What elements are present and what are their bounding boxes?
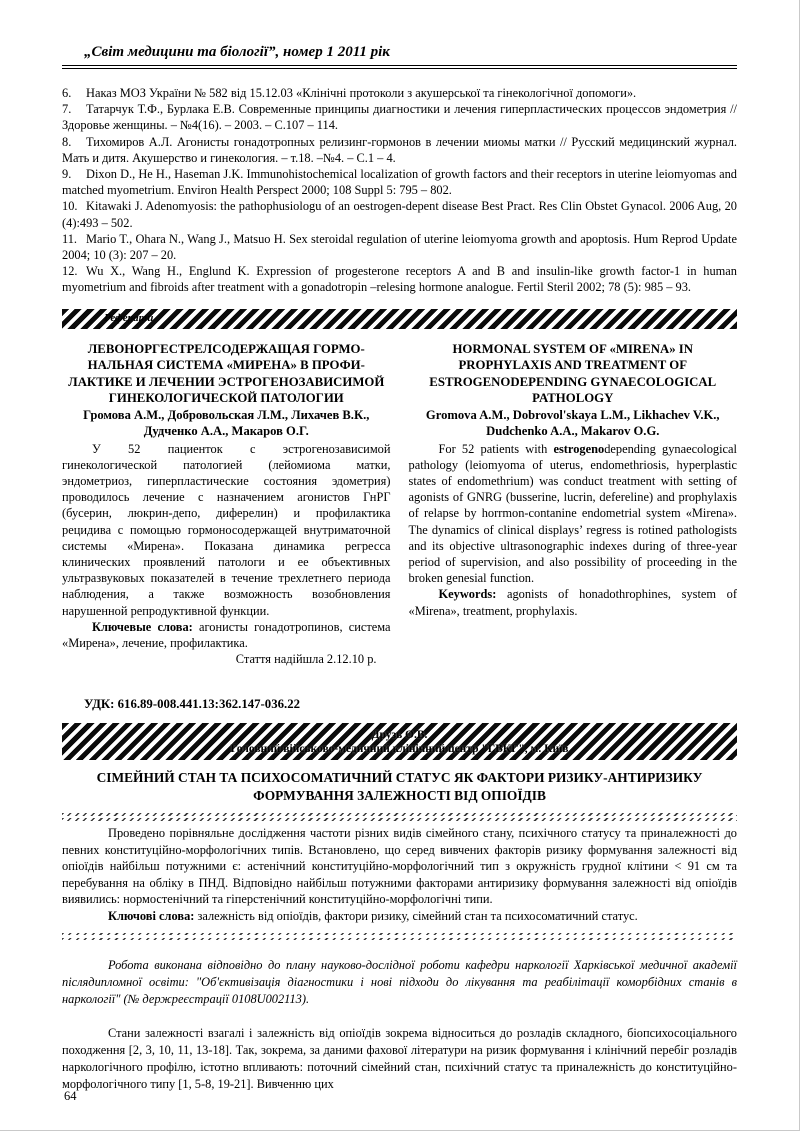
reference-text: Mario T., Ohara N., Wang J., Matsuo H. Sex steroidal regulation of uterine leiomyoma growth and apoptosis. Hum Reprod Update 2004; 10 (3): 207 – 20. bbox=[62, 231, 737, 263]
abstract-en-body-part: For 52 patients with bbox=[438, 441, 554, 456]
reference-number: 11. bbox=[62, 231, 78, 246]
page-number: 64 bbox=[64, 1089, 77, 1103]
abstracts-section bbox=[62, 341, 737, 668]
dotted-row bbox=[62, 813, 737, 816]
article-keywords-text: залежність від опіоїдів, фактори ризику, сімейний стан та психосоматичний статус. bbox=[194, 908, 638, 923]
reference-text: Kitawaki J. Adenomyosis: the pathophusiologu of an oestrogen-depent disease Best Pract. Res Clin Obstet Gynacol. 2006 Aug, 20 (4):493 – 502. bbox=[62, 199, 737, 230]
abstract-en-authors: Gromova A.M., Dobrovol'skaya L.M., Likhachev V.K., Dudchenko A.A., Makarov O.G. bbox=[425, 407, 720, 439]
journal-header: „Світ медицини та біології”, номер 1 2011 рік bbox=[62, 44, 737, 69]
abstract-ru-keywords-text: агонисты гонадотропинов, система «Мирена», лечение, профилактика. bbox=[62, 619, 391, 651]
reference-item bbox=[62, 101, 737, 133]
reference-text: Dixon D., He H., Haseman J.K. Immunohistochemical localization of growth factors and their receptors in uterine leiomyomas and matched myometrium. Environ Health Perspect 2000; 108 Suppl 5: 795 – 802. bbox=[62, 167, 737, 198]
reference-number: 9. bbox=[62, 167, 72, 182]
abstract-russian-column bbox=[62, 341, 391, 668]
abstract-ru-title: ЛЕВОНОРГЕСТРЕЛСОДЕРЖАЩАЯ ГОРМОНАЛЬНАЯ СИСТЕМА «МИРЕНА» В ПРОФИЛАКТИКЕ И ЛЕЧЕНИИ ЭСТРОГЕНОЗАВИСИМОЙ ГИНЕКОЛОГИЧЕСКОЙ ПАТОЛОГИИ bbox=[68, 341, 385, 406]
reference-item bbox=[62, 134, 737, 166]
article-abstract bbox=[62, 825, 737, 925]
abstract-english-column bbox=[409, 341, 738, 668]
article-keywords bbox=[62, 908, 737, 925]
reference-item bbox=[62, 198, 737, 230]
abstract-en-keywords bbox=[409, 586, 738, 618]
article-received-date: Стаття надійшла 2.12.10 р. bbox=[235, 652, 377, 667]
reference-number: 12. bbox=[62, 264, 78, 279]
article-author: Друзь О.В. bbox=[371, 728, 428, 741]
article-abstract-text: Проведено порівняльне дослідження частоти різних видів сімейного стану, психічного статусу та приналежності до певних конституційно-морфологічних типів. Встановлено, що серед вивчених факторів ризику формування залежності від опіоїдів найбільш потужними є: астенічний конституційно-морфологічний тип з окружність грудної клітини < 91 см та перебування на обліку в ПНД. Відповідно найбільш потужними факторами антиризику формування залежності від опіоїдів виявились: нормостенічний та гіперстенічний конституційно-морфологічні типи. bbox=[62, 825, 737, 907]
referaty-band-label: Реферати bbox=[104, 311, 154, 324]
dotted-row bbox=[62, 938, 737, 941]
abstract-en-body bbox=[409, 441, 738, 587]
abstract-ru-keywords-label: Ключевые слова: bbox=[92, 619, 193, 634]
referaty-divider-band bbox=[62, 309, 737, 329]
reference-text: Татарчук Т.Ф., Бурлака Е.В. Современные принципы диагностики и лечения гиперпластических процессов эндометрия // Здоровье женщины. – №4(16). – 2003. – С.107 – 114. bbox=[62, 102, 737, 133]
reference-item bbox=[62, 231, 737, 263]
abstract-en-body-bold: estrogeno bbox=[553, 441, 605, 456]
reference-number: 10. bbox=[62, 199, 78, 214]
abstract-ru-body: У 52 пациенток с эстрогенозависимой гинекологической патологией (лейомиома матки, эндометриоз, гиперпластические состояния эдометрия) проводилось лечение с назначением агонистов ГнРГ (бусерин, люкрин-депо, диферелин) и профилактика рецидива с помощью гормоносодержащей внутриматочной системы «Мирена». Показана динамика регресса клинических проявлений патологи и ее объективных ультразвуковых показателей в течение трехлетнего периода наблюдения, а также возможность возобновления нарушенной репродуктивной функции. bbox=[62, 441, 391, 618]
references-list bbox=[62, 85, 737, 296]
dotted-separator-top bbox=[62, 813, 737, 821]
reference-text: Тихомиров А.Л. Агонисты гонадотропных релизинг-гормонов в лечении миомы матки // Русский медицинский журнал. Мать и дитя. Акушерство и гинекология. – т.18. –№4. – С.1 – 4. bbox=[62, 134, 737, 165]
reference-item bbox=[62, 263, 737, 295]
reference-text: Наказ МОЗ України № 582 від 15.12.03 «Клінічні протоколи з акушерської та гінекологічної допомоги». bbox=[86, 86, 637, 100]
abstract-en-keywords-text: agonists of honadothrophines, system of «Mirena», treatment, prophylaxis. bbox=[408, 587, 737, 618]
abstract-en-title: HORMONAL SYSTEM OF «MIRENA» IN PROPHYLAXIS AND TREATMENT OF ESTROGENODEPENDING GYNAECOLOGICAL PATHOLOGY bbox=[429, 341, 717, 406]
article-title: СІМЕЙНИЙ СТАН ТА ПСИХОСОМАТИЧНИЙ СТАТУС ЯК ФАКТОРИ РИЗИКУ-АНТИРИЗИКУ ФОРМУВАННЯ ЗАЛЕЖНОСТІ ВІД ОПІОЇДІВ bbox=[96, 770, 703, 804]
abstract-ru-keywords bbox=[62, 619, 391, 651]
work-plan-note: Робота виконана відповідно до плану науково-дослідної роботи кафедри наркології Харківської медичної академії післядипломної освіти: "Об'єктивізація діагностики і нові підходи до лікування та реабілітації коморбідних станів в наркології" (№ держреєстрації 0108U002113). bbox=[62, 958, 737, 1007]
reference-number: 6. bbox=[62, 86, 72, 100]
reference-text: Wu X., Wang H., Englund K. Expression of progesterone receptors A and B and insulin-like growth factor-1 in human myometrium and fibroids after treatment with a gonadotropin –relesing hormone analogue. Fertil Steril 2002; 78 (5): 985 – 93. bbox=[62, 264, 737, 295]
reference-number: 7. bbox=[62, 102, 72, 117]
abstract-en-keywords-label: Keywords: bbox=[438, 587, 497, 602]
abstract-en-body-part: depending gynaecological pathology (leiomyoma of uterus, endomethriosis, hyperplastic states of endomethrium) was conduct treatment with setting of agonists of GNRG (busserine, lucrin, defereline) and prophylaxis of relapse by horrmon-contanine endometrial system «Mirena». The dynamics of clinical displays’ regress is rotined pathologists and its objective ultrasonographic indexes during of three-year period of supervision, and also possibility of proceeding in the broken genesial function. bbox=[408, 441, 737, 586]
article-intro-paragraph: Стани залежності взагалі і залежність від опіоїдів зокрема відноситься до розладів складного, біопсихосоціального походження [2, 3, 10, 11, 13-18]. Так, зокрема, за даними фахової літератури на ризик формування і клінічний перебіг розладів наркологічного профілю, істотно впливають: поточний сімейний стан, психічний статус та приналежність до конституційно-морфологічного типу [1, 5-8, 19-21]. Вивченню цих bbox=[62, 1026, 737, 1092]
dotted-row bbox=[62, 818, 737, 821]
author-affiliation-band bbox=[62, 723, 737, 760]
dotted-row bbox=[62, 933, 737, 936]
reference-number: 8. bbox=[62, 134, 72, 149]
abstract-ru-authors: Громова А.М., Добровольская Л.М., Лихачев В.К., Дудченко А.А., Макаров О.Г. bbox=[83, 407, 370, 439]
dotted-separator-bottom bbox=[62, 933, 737, 941]
udk-code: УДК: 616.89-008.441.13:362.147-036.22 bbox=[84, 697, 300, 712]
reference-item bbox=[62, 166, 737, 198]
reference-item bbox=[62, 85, 737, 101]
article-keywords-label: Ключові слова: bbox=[108, 908, 195, 923]
article-affiliation: Головний військово-медичний клінічний центр "ГВКГ", м. Київ bbox=[230, 742, 569, 755]
